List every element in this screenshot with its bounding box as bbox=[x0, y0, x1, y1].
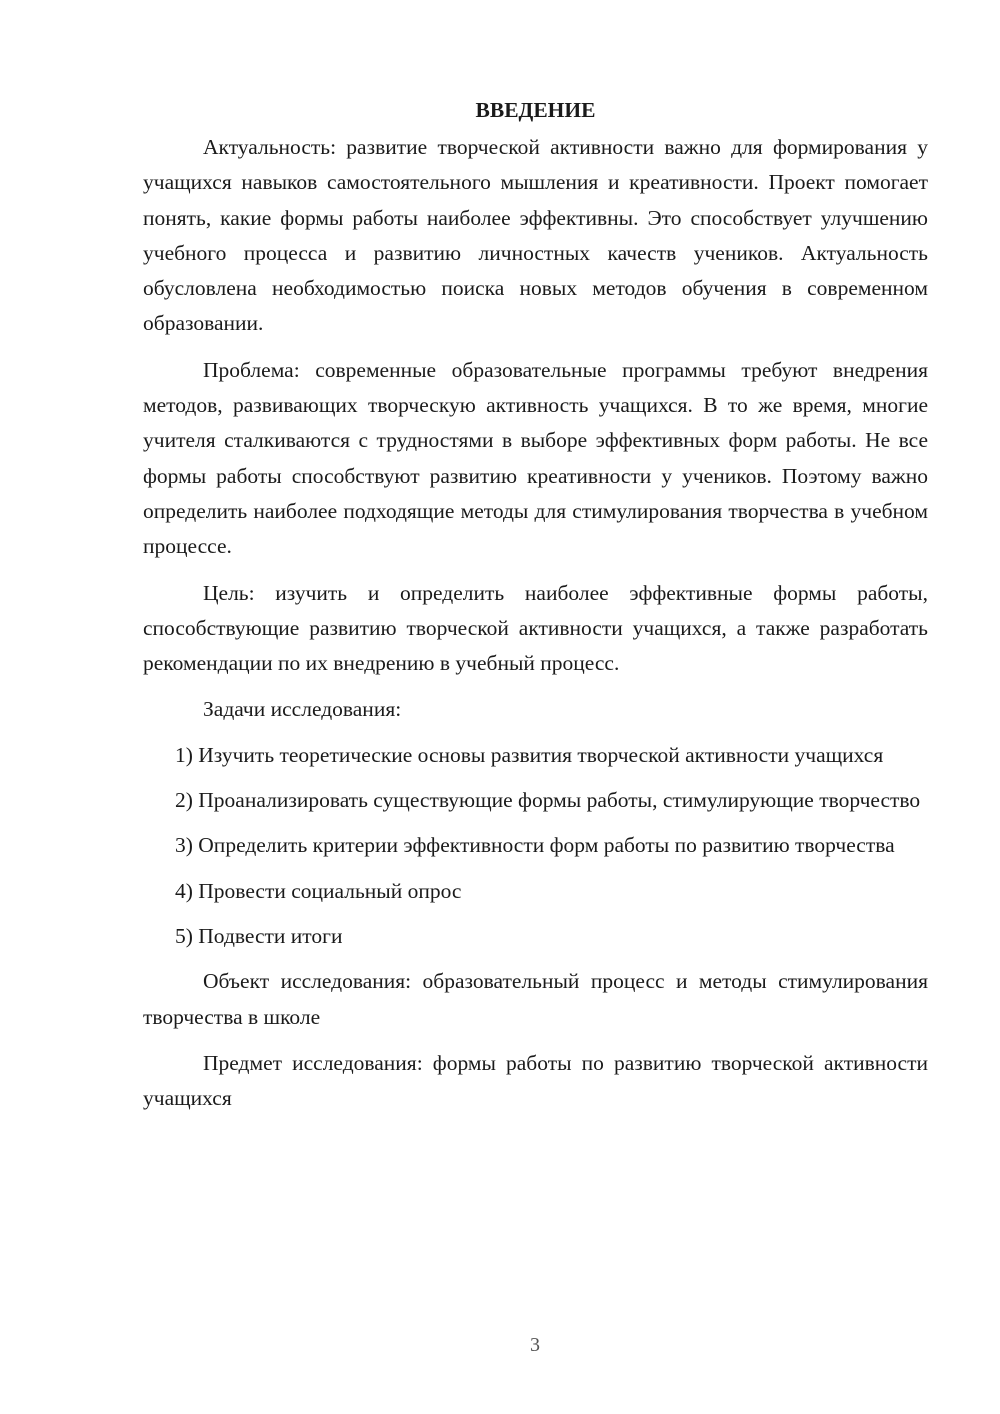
task-item-2: 2) Проанализировать существующие формы работы, стимулирующие творчество bbox=[175, 788, 921, 813]
section-title: ВВЕДЕНИЕ bbox=[475, 98, 596, 122]
problem-paragraph: Проблема: современные образовательные программы требуют внедрения методов, развивающих творческую активность учащихся. В то же время, многие учителя сталкиваются с трудностями в выборе эффективных форм работы. Не все формы работы способствуют развитию креативности у учеников. Поэтому важно определить наиболее подходящие методы для стимулирования творчества в учебном процессе. bbox=[143, 357, 928, 559]
goal-paragraph: Цель: изучить и определить наиболее эффективные формы работы, способствующие развитию творческой активности учащихся, а также разработать рекомендации по их внедрению в учебный процесс. bbox=[143, 580, 928, 676]
document-page bbox=[143, 94, 928, 1127]
task-item-4: 4) Провести социальный опрос bbox=[175, 878, 462, 903]
page-number: 3 bbox=[530, 1334, 540, 1356]
tasks-heading: Задачи исследования: bbox=[203, 697, 402, 722]
task-item-3: 3) Определить критерии эффективности форм работы по развитию творчества bbox=[175, 833, 895, 858]
object-paragraph: Объект исследования: образовательный процесс и методы стимулирования творчества в школе bbox=[143, 969, 928, 1029]
task-item-1: 1) Изучить теоретические основы развития творческой активности учащихся bbox=[175, 742, 884, 767]
relevance-paragraph: Актуальность: развитие творческой активности важно для формирования у учащихся навыков самостоятельного мышления и креативности. Проект помогает понять, какие формы работы наиболее эффективны. Это способствует улучшению учебного процесса и развитию личностных качеств учеников. Актуальность обусловлена необходимостью поиска новых методов обучения в современном образовании. bbox=[143, 135, 928, 336]
task-item-5: 5) Подвести итоги bbox=[175, 923, 343, 948]
subject-paragraph: Предмет исследования: формы работы по развитию творческой активности учащихся bbox=[143, 1050, 928, 1111]
